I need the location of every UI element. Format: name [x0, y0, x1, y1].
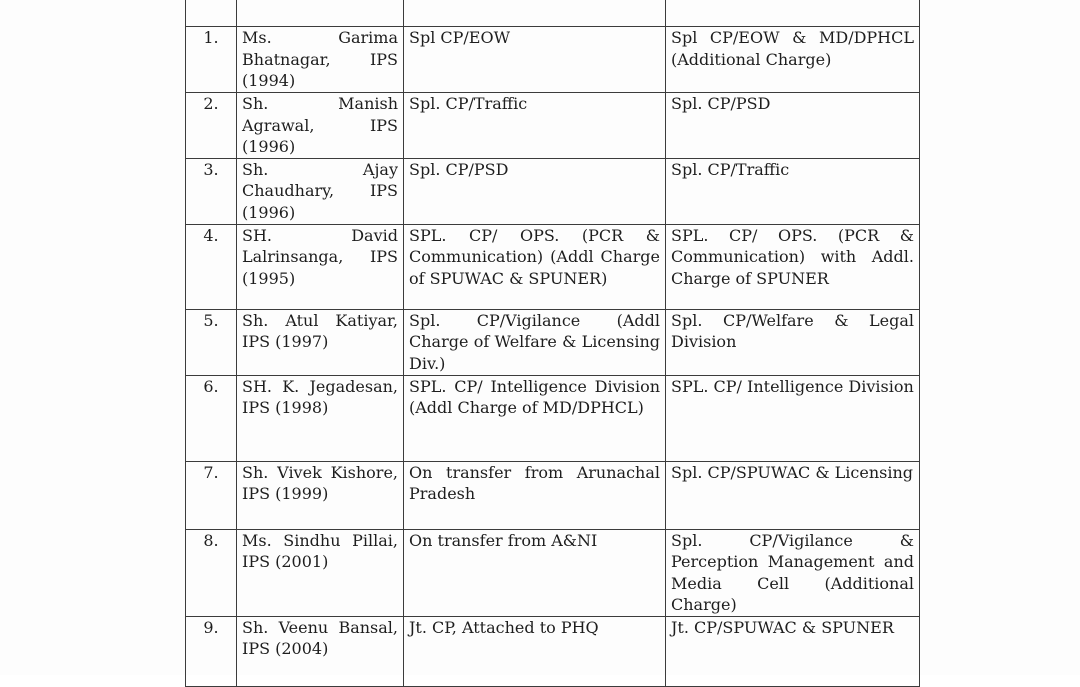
- table-row: [186, 93, 920, 159]
- new-posting-text: Spl. CP/Vigilance & Perception Management and Media Cell (Additional Charge): [671, 530, 914, 614]
- new-posting-cell: [666, 529, 920, 616]
- new-posting-cell: [666, 224, 920, 309]
- serial-number-text: 1.: [203, 28, 219, 47]
- officer-name-cell: [237, 27, 404, 93]
- header-cell-from: [404, 0, 666, 27]
- present-posting-cell: [404, 616, 666, 686]
- officer-name-text: Ms. Garima Bhatnagar, IPS (1994): [242, 28, 398, 90]
- present-posting-text: On transfer from Arunachal Pradesh: [409, 462, 660, 503]
- present-posting-cell: [404, 461, 666, 529]
- serial-number-cell: [186, 158, 237, 224]
- new-posting-cell: [666, 616, 920, 686]
- present-posting-cell: [404, 27, 666, 93]
- new-posting-text: Spl. CP/Welfare & Legal Division: [671, 310, 914, 351]
- transfer-table: [185, 0, 920, 687]
- present-posting-text: Spl. CP/Traffic: [409, 94, 528, 113]
- table-row: [186, 616, 920, 686]
- officer-name-cell: [237, 309, 404, 375]
- serial-number-cell: [186, 461, 237, 529]
- new-posting-text: Spl. CP/SPUWAC & Licensing: [671, 462, 914, 482]
- new-posting-text: Spl. CP/PSD: [671, 94, 771, 113]
- officer-name-text: SH. David Lalrinsanga, IPS (1995): [242, 225, 398, 288]
- serial-number-text: 6.: [203, 376, 219, 396]
- table-row: [186, 375, 920, 461]
- officer-name-cell: [237, 461, 404, 529]
- officer-name-text: Ms. Sindhu Pillai, IPS (2001): [242, 530, 398, 571]
- present-posting-text: Jt. CP, Attached to PHQ: [409, 617, 599, 637]
- officer-name-cell: [237, 616, 404, 686]
- present-posting-cell: [404, 529, 666, 616]
- present-posting-cell: [404, 93, 666, 159]
- serial-number-cell: [186, 529, 237, 616]
- officer-name-text: Sh. Vivek Kishore, IPS (1999): [242, 462, 398, 503]
- serial-number-text: 5.: [203, 310, 219, 330]
- new-posting-text: Spl. CP/Traffic: [671, 159, 790, 179]
- new-posting-text: Spl CP/EOW & MD/DPHCL (Additional Charge): [671, 28, 914, 69]
- serial-number-cell: [186, 375, 237, 461]
- present-posting-text: SPL. CP/ Intelligence Division (Addl Charge of MD/DPHCL): [409, 376, 660, 417]
- header-cell-name: [237, 0, 404, 27]
- present-posting-cell: [404, 158, 666, 224]
- present-posting-text: Spl. CP/PSD: [409, 159, 509, 179]
- present-posting-cell: [404, 375, 666, 461]
- serial-number-cell: [186, 27, 237, 93]
- new-posting-text: SPL. CP/ OPS. (PCR & Communication) with Addl. Charge of SPUNER: [671, 225, 914, 288]
- present-posting-text: SPL. CP/ OPS. (PCR & Communication) (Addl Charge of SPUWAC & SPUNER): [409, 225, 660, 288]
- table-row: [186, 224, 920, 309]
- serial-number-cell: [186, 309, 237, 375]
- serial-number-cell: [186, 616, 237, 686]
- new-posting-cell: [666, 309, 920, 375]
- present-posting-text: On transfer from A&NI: [409, 530, 598, 550]
- officer-name-text: SH. K. Jegadesan, IPS (1998): [242, 376, 398, 417]
- new-posting-cell: [666, 93, 920, 159]
- new-posting-text: Jt. CP/SPUWAC & SPUNER: [671, 617, 894, 637]
- officer-name-cell: [237, 224, 404, 309]
- officer-name-text: Sh. Ajay Chaudhary, IPS (1996): [242, 159, 398, 222]
- new-posting-cell: [666, 158, 920, 224]
- serial-number-cell: [186, 93, 237, 159]
- new-posting-cell: [666, 27, 920, 93]
- table-row-header-fragment: [186, 0, 920, 27]
- present-posting-cell: [404, 309, 666, 375]
- serial-number-cell: [186, 224, 237, 309]
- officer-name-text: Sh. Manish Agrawal, IPS (1996): [242, 94, 398, 156]
- serial-number-text: 8.: [203, 530, 219, 550]
- present-posting-cell: [404, 224, 666, 309]
- serial-number-text: 2.: [203, 94, 219, 113]
- table-row: [186, 27, 920, 93]
- officer-name-cell: [237, 93, 404, 159]
- present-posting-text: Spl CP/EOW: [409, 28, 511, 47]
- header-cell-to: [666, 0, 920, 27]
- officer-name-cell: [237, 375, 404, 461]
- serial-number-text: 3.: [203, 159, 219, 179]
- table-row: [186, 529, 920, 616]
- serial-number-text: 7.: [203, 462, 219, 482]
- new-posting-text: SPL. CP/ Intelligence Division: [671, 376, 914, 396]
- present-posting-text: Spl. CP/Vigilance (Addl Charge of Welfare & Licensing Div.): [409, 310, 660, 373]
- new-posting-cell: [666, 375, 920, 461]
- table-row: [186, 461, 920, 529]
- officer-name-cell: [237, 158, 404, 224]
- serial-number-text: 9.: [203, 617, 219, 637]
- new-posting-cell: [666, 461, 920, 529]
- table-row: [186, 158, 920, 224]
- header-cell-sn: [186, 0, 237, 27]
- officer-name-text: Sh. Veenu Bansal, IPS (2004): [242, 617, 398, 658]
- officer-name-cell: [237, 529, 404, 616]
- serial-number-text: 4.: [203, 225, 219, 245]
- table-row: [186, 309, 920, 375]
- officer-name-text: Sh. Atul Katiyar, IPS (1997): [242, 310, 398, 351]
